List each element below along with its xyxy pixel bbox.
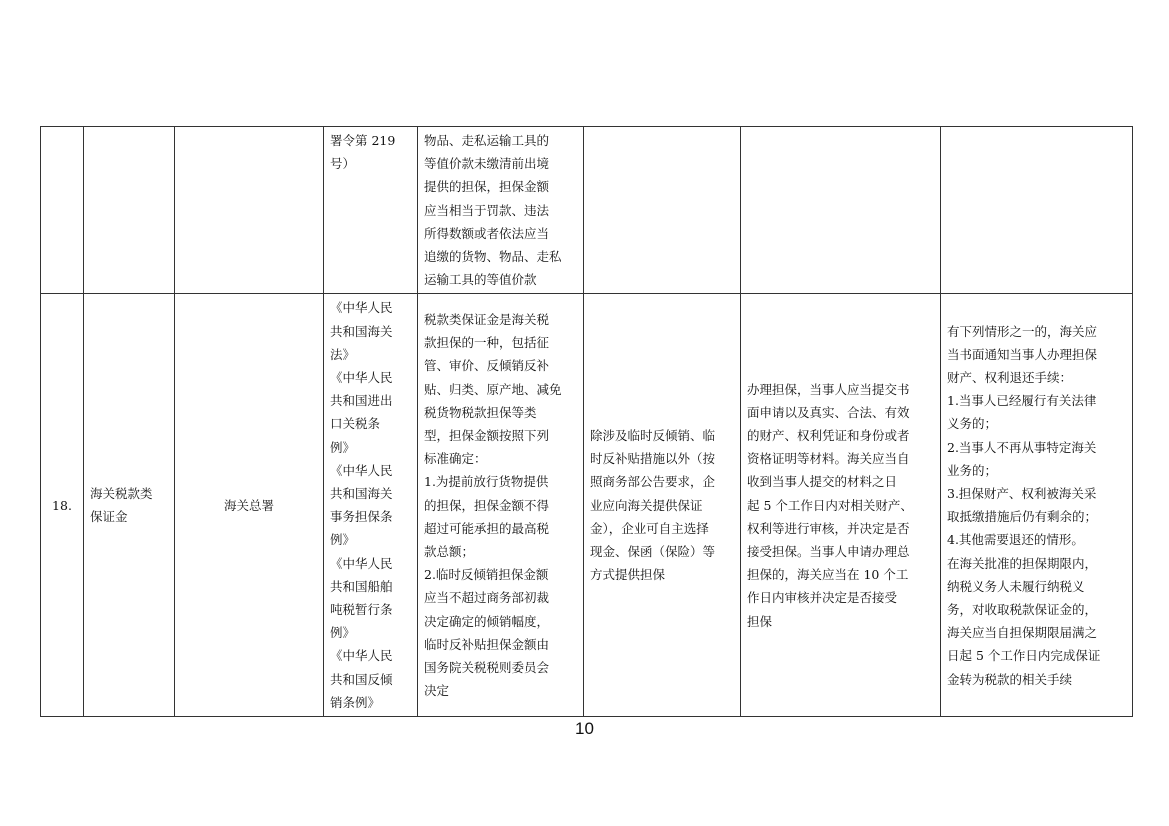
table-row xyxy=(41,127,1133,294)
authority-cell xyxy=(175,127,324,294)
fee-name-cell xyxy=(84,127,175,294)
description-cell: 税款类保证金是海关税 款担保的一种，包括征 管、审价、反倾销反补 贴、归类、原产地、减免 税货物税款担保等类 型，担保金额按照下列 标准确定： 1.为提前放行货物提供 的担保，担保金额不得 超过可能承担的最高税 款总额； 2.临时反倾销担保金额 应当不超过商务部初裁 决定确定的倾销幅度， 临时反补贴担保金额由 国务院关税税则委员会 决定 xyxy=(418,294,584,717)
conditions-cell xyxy=(584,127,741,294)
row-number-cell: 18. xyxy=(41,294,84,717)
fee-table xyxy=(40,126,1133,717)
procedure-cell xyxy=(741,127,941,294)
page-number: 10 xyxy=(575,719,594,738)
fee-name-cell: 海关税款类 保证金 xyxy=(84,294,175,717)
procedure-cell: 办理担保，当事人应当提交书 面申请以及真实、合法、有效 的财产、权利凭证和身份或者 资格证明等材料。海关应当自 收到当事人提交的材料之日 起 5 个工作日内对相关财产、 权利等进行审核，并决定是否 接受担保。当事人申请办理总 担保的，海关应当在 10 个工 作日内审核并决定是否接受 担保 xyxy=(741,294,941,717)
legal-basis-cell: 署令第 219 号） xyxy=(324,127,418,294)
conditions-cell: 除涉及临时反倾销、临 时反补贴措施以外（按 照商务部公告要求，企 业应向海关提供保证 金），企业可自主选择 现金、保函（保险）等 方式提供担保 xyxy=(584,294,741,717)
description-cell: 物品、走私运输工具的 等值价款未缴清前出境 提供的担保，担保金额 应当相当于罚款、违法 所得数额或者依法应当 追缴的货物、物品、走私 运输工具的等值价款 xyxy=(418,127,584,294)
legal-basis-cell: 《中华人民 共和国海关 法》 《中华人民 共和国进出 口关税条 例》 《中华人民 共和国海关 事务担保条 例》 《中华人民 共和国船舶 吨税暂行条 例》 《中华人民 共和国反倾 销条例》 xyxy=(324,294,418,717)
row-number-cell xyxy=(41,127,84,294)
refund-cell: 有下列情形之一的，海关应 当书面通知当事人办理担保 财产、权利退还手续： 1.当事人已经履行有关法律 义务的； 2.当事人不再从事特定海关 业务的； 3.担保财产、权利被海关采 取抵缴措施后仍有剩余的； 4.其他需要退还的情形。 在海关批准的担保期限内， 纳税义务人未履行纳税义 务，对收取税款保证金的， 海关应当自担保期限届满之 日起 5 个工作日内完成保证 金转为税款的相关手续 xyxy=(941,294,1133,717)
authority-cell: 海关总署 xyxy=(175,294,324,717)
refund-cell xyxy=(941,127,1133,294)
table-row xyxy=(41,294,1133,717)
